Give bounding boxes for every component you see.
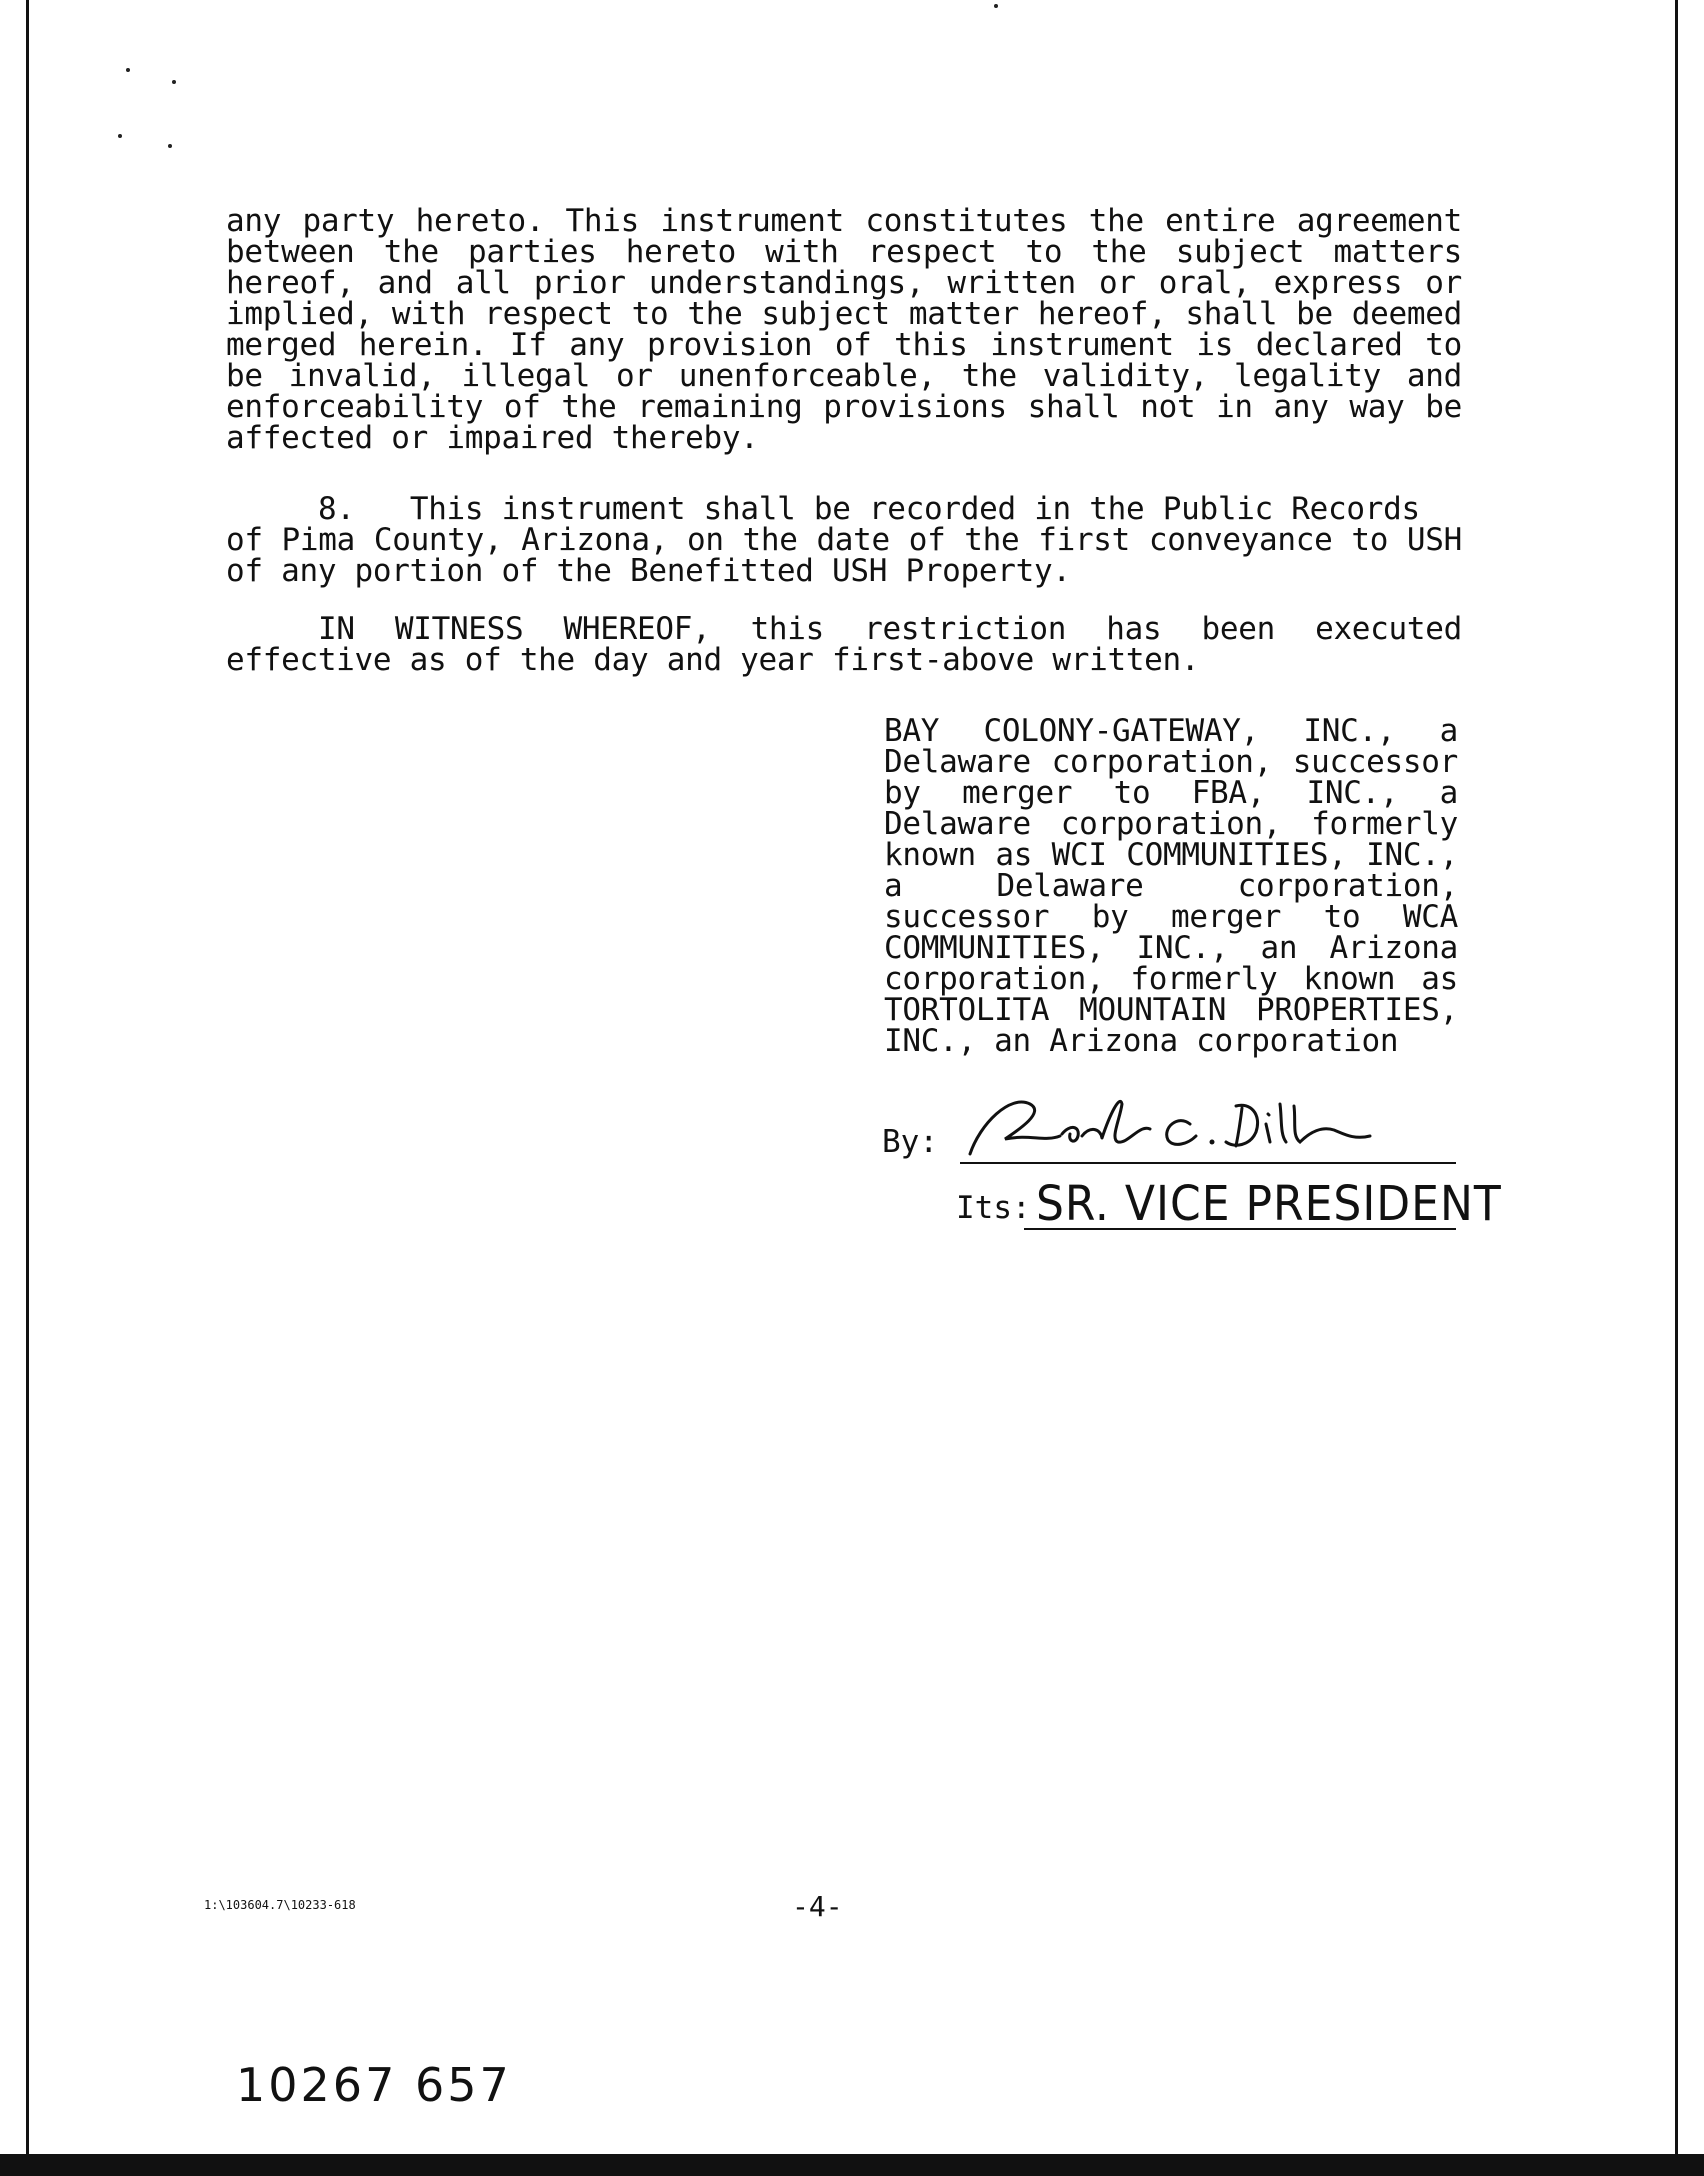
record-number: 10267 657 <box>236 2058 512 2112</box>
text-line: any party hereto. This instrument constitutes the entire agreement <box>226 203 1462 239</box>
text-line: between the parties hereto with respect to the subject matters <box>226 234 1462 270</box>
signature-drawing <box>950 1084 1390 1174</box>
text-line: COMMUNITIES, INC., an Arizona <box>884 930 1458 966</box>
scan-speck <box>126 68 130 72</box>
text-line: INC., an Arizona corporation <box>884 1023 1399 1059</box>
text-line: merged herein. If any provision of this instrument is declared to <box>226 327 1462 363</box>
document-code: 1:\103604.7\10233-618 <box>204 1898 356 1912</box>
its-title-handwritten: SR. VICE PRESIDENT <box>1036 1176 1502 1233</box>
witness-clause <box>226 611 1462 678</box>
paragraph-8 <box>226 491 1462 589</box>
text-line: be invalid, illegal or unenforceable, the validity, legality and <box>226 358 1462 394</box>
text-line: effective as of the day and year first-above written. <box>226 642 1200 678</box>
text-line: a Delaware corporation, <box>884 868 1458 904</box>
scan-edge <box>0 2154 1704 2176</box>
text-line: TORTOLITA MOUNTAIN PROPERTIES, <box>884 992 1458 1028</box>
its-signature-line <box>1024 1228 1456 1230</box>
text-line: of Pima County, Arizona, on the date of the first conveyance to USH <box>226 522 1462 558</box>
text-line: implied, with respect to the subject matter hereof, shall be deemed <box>226 296 1462 332</box>
text-line: corporation, formerly known as <box>884 961 1458 997</box>
scan-speck <box>168 144 172 148</box>
text-line: enforceability of the remaining provisions shall not in any way be <box>226 389 1462 425</box>
scan-speck <box>994 4 998 8</box>
paragraph-entire-agreement <box>226 203 1462 456</box>
text-line: This instrument shall be recorded in the Public Records <box>409 491 1420 527</box>
text-line: by merger to FBA, INC., a <box>884 775 1458 811</box>
text-line: successor by merger to WCA <box>884 899 1458 935</box>
by-signature-line <box>960 1162 1456 1164</box>
text-line: of any portion of the Benefitted USH Property. <box>226 553 1071 589</box>
text-line: affected or impaired thereby. <box>226 420 759 456</box>
scan-speck <box>118 134 122 138</box>
text-line: IN WITNESS WHEREOF, this restriction has been executed <box>318 611 1462 647</box>
text-line: Delaware corporation, formerly <box>884 806 1458 842</box>
text-line: BAY COLONY-GATEWAY, INC., a <box>884 713 1458 749</box>
page-number: -4- <box>792 1890 843 1923</box>
by-label: By: <box>882 1124 938 1160</box>
paragraph-number: 8. <box>318 491 355 527</box>
scan-speck <box>172 80 176 84</box>
entity-block <box>884 713 1458 1059</box>
text-line: known as WCI COMMUNITIES, INC., <box>884 837 1458 873</box>
text-line: hereof, and all prior understandings, written or oral, express or <box>226 265 1462 301</box>
its-label: Its: <box>956 1190 1031 1226</box>
text-line: Delaware corporation, successor <box>884 744 1458 780</box>
paragraph-8-first-line <box>226 491 1462 527</box>
